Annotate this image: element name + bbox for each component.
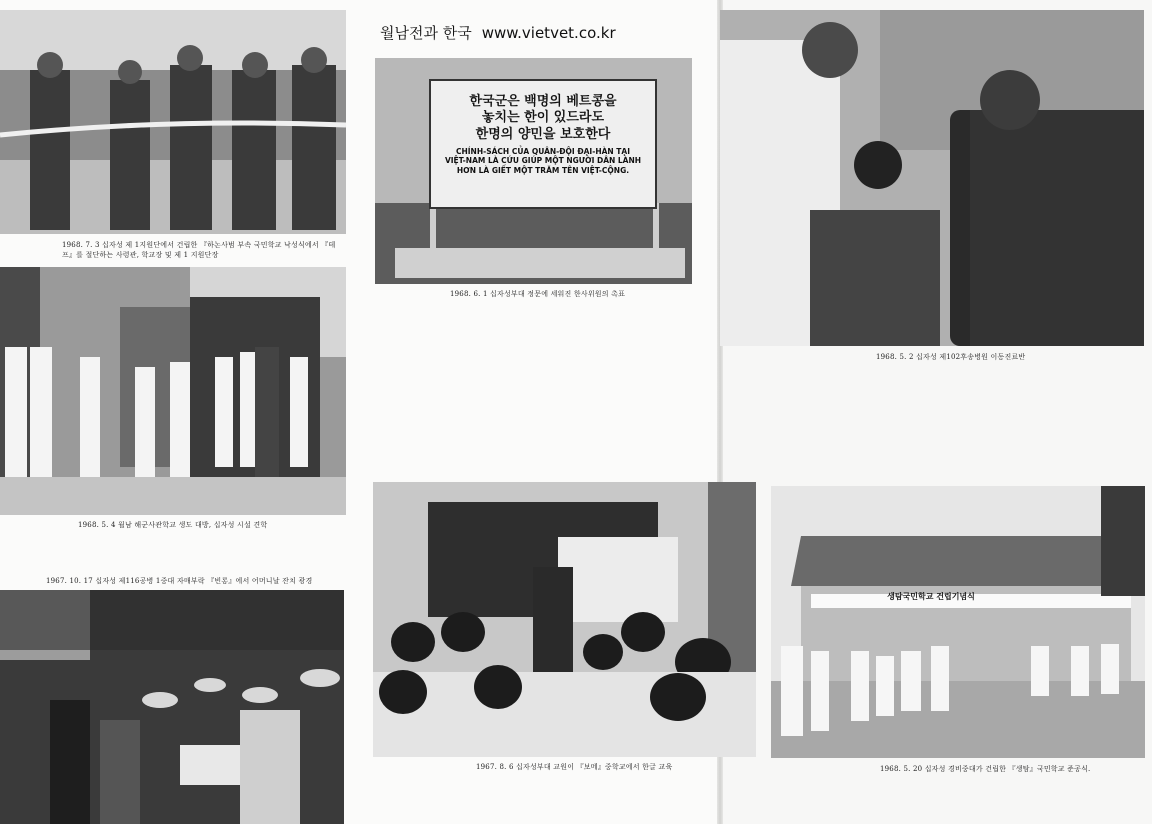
caption-medic: 1968. 5. 2 십자성 제102후송병원 이동진료반	[876, 353, 1026, 361]
caption-sign: 1968. 6. 1 십자성부대 정문에 세워진 한사위원의 촉표	[450, 290, 626, 298]
photo-ribbon-cutting	[0, 10, 346, 234]
photo-inspection	[0, 267, 346, 515]
caption-school: 1968. 5. 20 십자성 경비중대가 건립한 『생탐』국민학교 준공식.	[880, 765, 1091, 773]
caption-classroom: 1967. 8. 6 십자성부대 교원이 『보메』중학교에서 한글 교육	[476, 763, 673, 771]
sign-line: CHÍNH-SÁCH CỦA QUÂN-ĐỘI ĐẠI-HÀN TẠI	[455, 146, 630, 156]
sign-line: 한명의 양민을 보호한다	[475, 126, 611, 142]
header-title: 월남전과 한국	[380, 24, 472, 42]
page-header	[380, 22, 616, 43]
photo-school	[771, 486, 1145, 758]
school-banner: 생탐국민학교 건립기념식	[887, 592, 975, 601]
photo-outdoor	[0, 590, 344, 824]
sign-board	[431, 94, 655, 175]
sign-line: HƠN LÀ GIẾT MỘT TRĂM TÊN VIỆT-CỘNG.	[456, 165, 630, 175]
sign-line: VIỆT-NAM LÀ CỨU GIÚP MỘT NGƯỜI DÂN LÀNH	[444, 156, 642, 166]
sign-line: 놓치는 한이 있드라도	[481, 110, 605, 126]
photo-sign	[375, 58, 692, 284]
header-url: www.vietvet.co.kr	[481, 24, 616, 42]
photo-medic	[720, 10, 1144, 346]
caption-ribbon-cutting: 1968. 7. 3 십자성 제 1지원단에서 건립한 『하논사범 부속 국민학교 낙성식에서 『테프』를 절단하는 사령관, 학교장 및 제 1 지원단장	[62, 241, 336, 259]
caption-inspection: 1968. 5. 4 월남 해군사관학교 생도 대방, 십자성 시설 견학	[78, 521, 268, 529]
caption-outdoor: 1967. 10. 17 십자성 제116공병 1중대 자매부락 『빈롱』에서 어머니날 잔치 광경	[46, 577, 313, 585]
sign-line: 한국군은 백명의 베트콩을	[469, 94, 617, 109]
photo-classroom	[373, 482, 756, 757]
